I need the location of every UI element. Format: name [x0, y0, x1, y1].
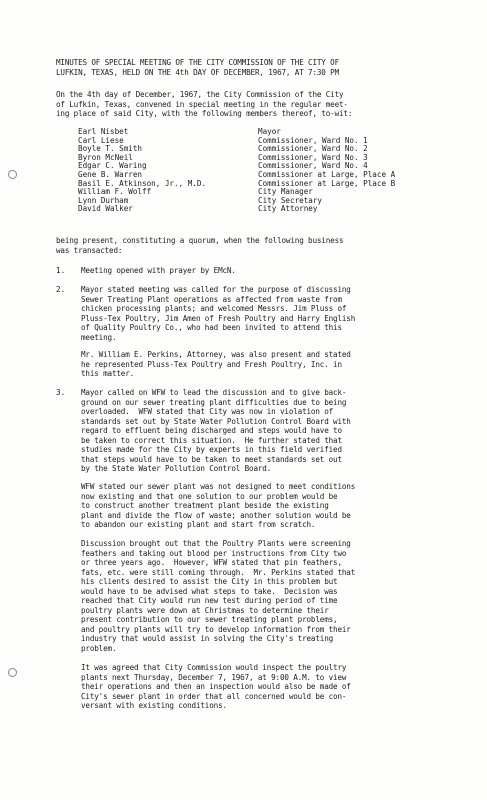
punch-hole-mark	[8, 170, 17, 179]
punch-hole-mark	[8, 668, 17, 677]
quorum-statement: being present, constituting a quorum, when the following business was transacted:	[56, 236, 344, 255]
item-text: Mayor called on WFW to lead the discussion and to give back- ground on our sewer treating plant difficulties due to being overloaded. WFW stated that City was now in violation of standards set out by State Water Pollution Control Board with regard to effluent being discharged and steps would have to be taken to correct this situation. He further stated that studies made for the City by experts in this field verified that steps would have to be taken to meet standards set out by the State Water Pollution Control Board.	[81, 388, 351, 473]
member-name: Gene B. Warren	[78, 169, 143, 179]
member-name: Carl Liese	[78, 135, 124, 145]
member-role: Commissioner at Large, Place B	[258, 178, 396, 188]
item-text: Meeting opened with prayer by EMcN.	[81, 266, 236, 275]
minutes-title: MINUTES OF SPECIAL MEETING OF THE CITY COMMISSION OF THE CITY OF LUFKIN, TEXAS, HELD ON THE 4th DAY OF DECEMBER, 1967, AT 7:30 PM	[56, 58, 339, 77]
member-role: Commissioner at Large, Place A	[258, 169, 396, 179]
member-name: Boyle T. Smith	[78, 144, 143, 154]
member-name: William F. Wolff	[78, 187, 152, 197]
item-3-paragraph: Discussion brought out that the Poultry Plants were screening feathers and taking out blood per instructions from City two or three years ago. However, WFW stated that pin feathers, fats, etc. were still coming through. Mr. Perkins stated that his clients desired to assist the City in this problem but would have to be advised what steps to take. Decision was reached that City would run new test during period of time poultry plants were down at Christmas to determine their present contribution to our sewer treating plant problems, and poultry plants will try to develop information from their industry that would assist in solving the City's treating problem.	[81, 539, 356, 653]
opening-paragraph: On the 4th day of December, 1967, the City Commission of the City of Lufkin, Texas, convened in special meeting in the regular meet- ing place of said City, with the following members thereof, to-wit:	[56, 90, 353, 118]
item-number: 3.	[56, 388, 66, 397]
item-2-followup: Mr. William E. Perkins, Attorney, was also present and stated he represented Pluss-Tex Poultry and Fresh Poultry, Inc. in this matter.	[81, 350, 351, 378]
member-role: City Attorney	[258, 204, 318, 214]
member-role: Commissioner, Ward No. 1	[258, 135, 368, 145]
member-name: David Walker	[78, 204, 133, 214]
member-name: Basil E. Atkinson, Jr., M.D.	[78, 178, 207, 188]
member-role: City Manager	[258, 187, 313, 197]
item-number: 1.	[56, 266, 66, 275]
member-role: Commissioner, Ward No. 4	[258, 161, 368, 171]
member-role: Mayor	[258, 127, 281, 136]
member-name: Byron McNeil	[78, 152, 133, 162]
item-3-paragraph: WFW stated our sewer plant was not designed to meet conditions now existing and that one solution to our problem would be to construct another treatment plant beside the existing plant and divide the flow of waste; another solution would be to abandon our existing plant and start from scratch.	[81, 482, 356, 529]
item-3-paragraph: It was agreed that City Commission would inspect the poultry plants next Thursday, December 7, 1967, at 9:00 A.M. to view their operations and then an inspection would also be made of City's sewer plant in order that all concerned would be con- versant with existing conditions.	[81, 663, 351, 710]
member-name: Edgar C. Waring	[78, 161, 147, 171]
member-name: Lynn Durham	[78, 195, 129, 205]
member-role: Commissioner, Ward No. 3	[258, 152, 368, 162]
item-number: 2.	[56, 285, 66, 294]
member-role: Commissioner, Ward No. 2	[258, 144, 368, 154]
member-name: Earl Nisbet	[78, 127, 129, 136]
member-role: City Secretary	[258, 195, 323, 205]
item-text: Mayor stated meeting was called for the purpose of discussing Sewer Treating Plant operations as affected from waste from chicken processing plants; and welcomed Messrs. Jim Pluss of Pluss-Tex Poultry, Jim Amen of Fresh Poultry and Harry English of Quality Poultry Co., who had been invited to attend this meeting.	[81, 285, 356, 342]
